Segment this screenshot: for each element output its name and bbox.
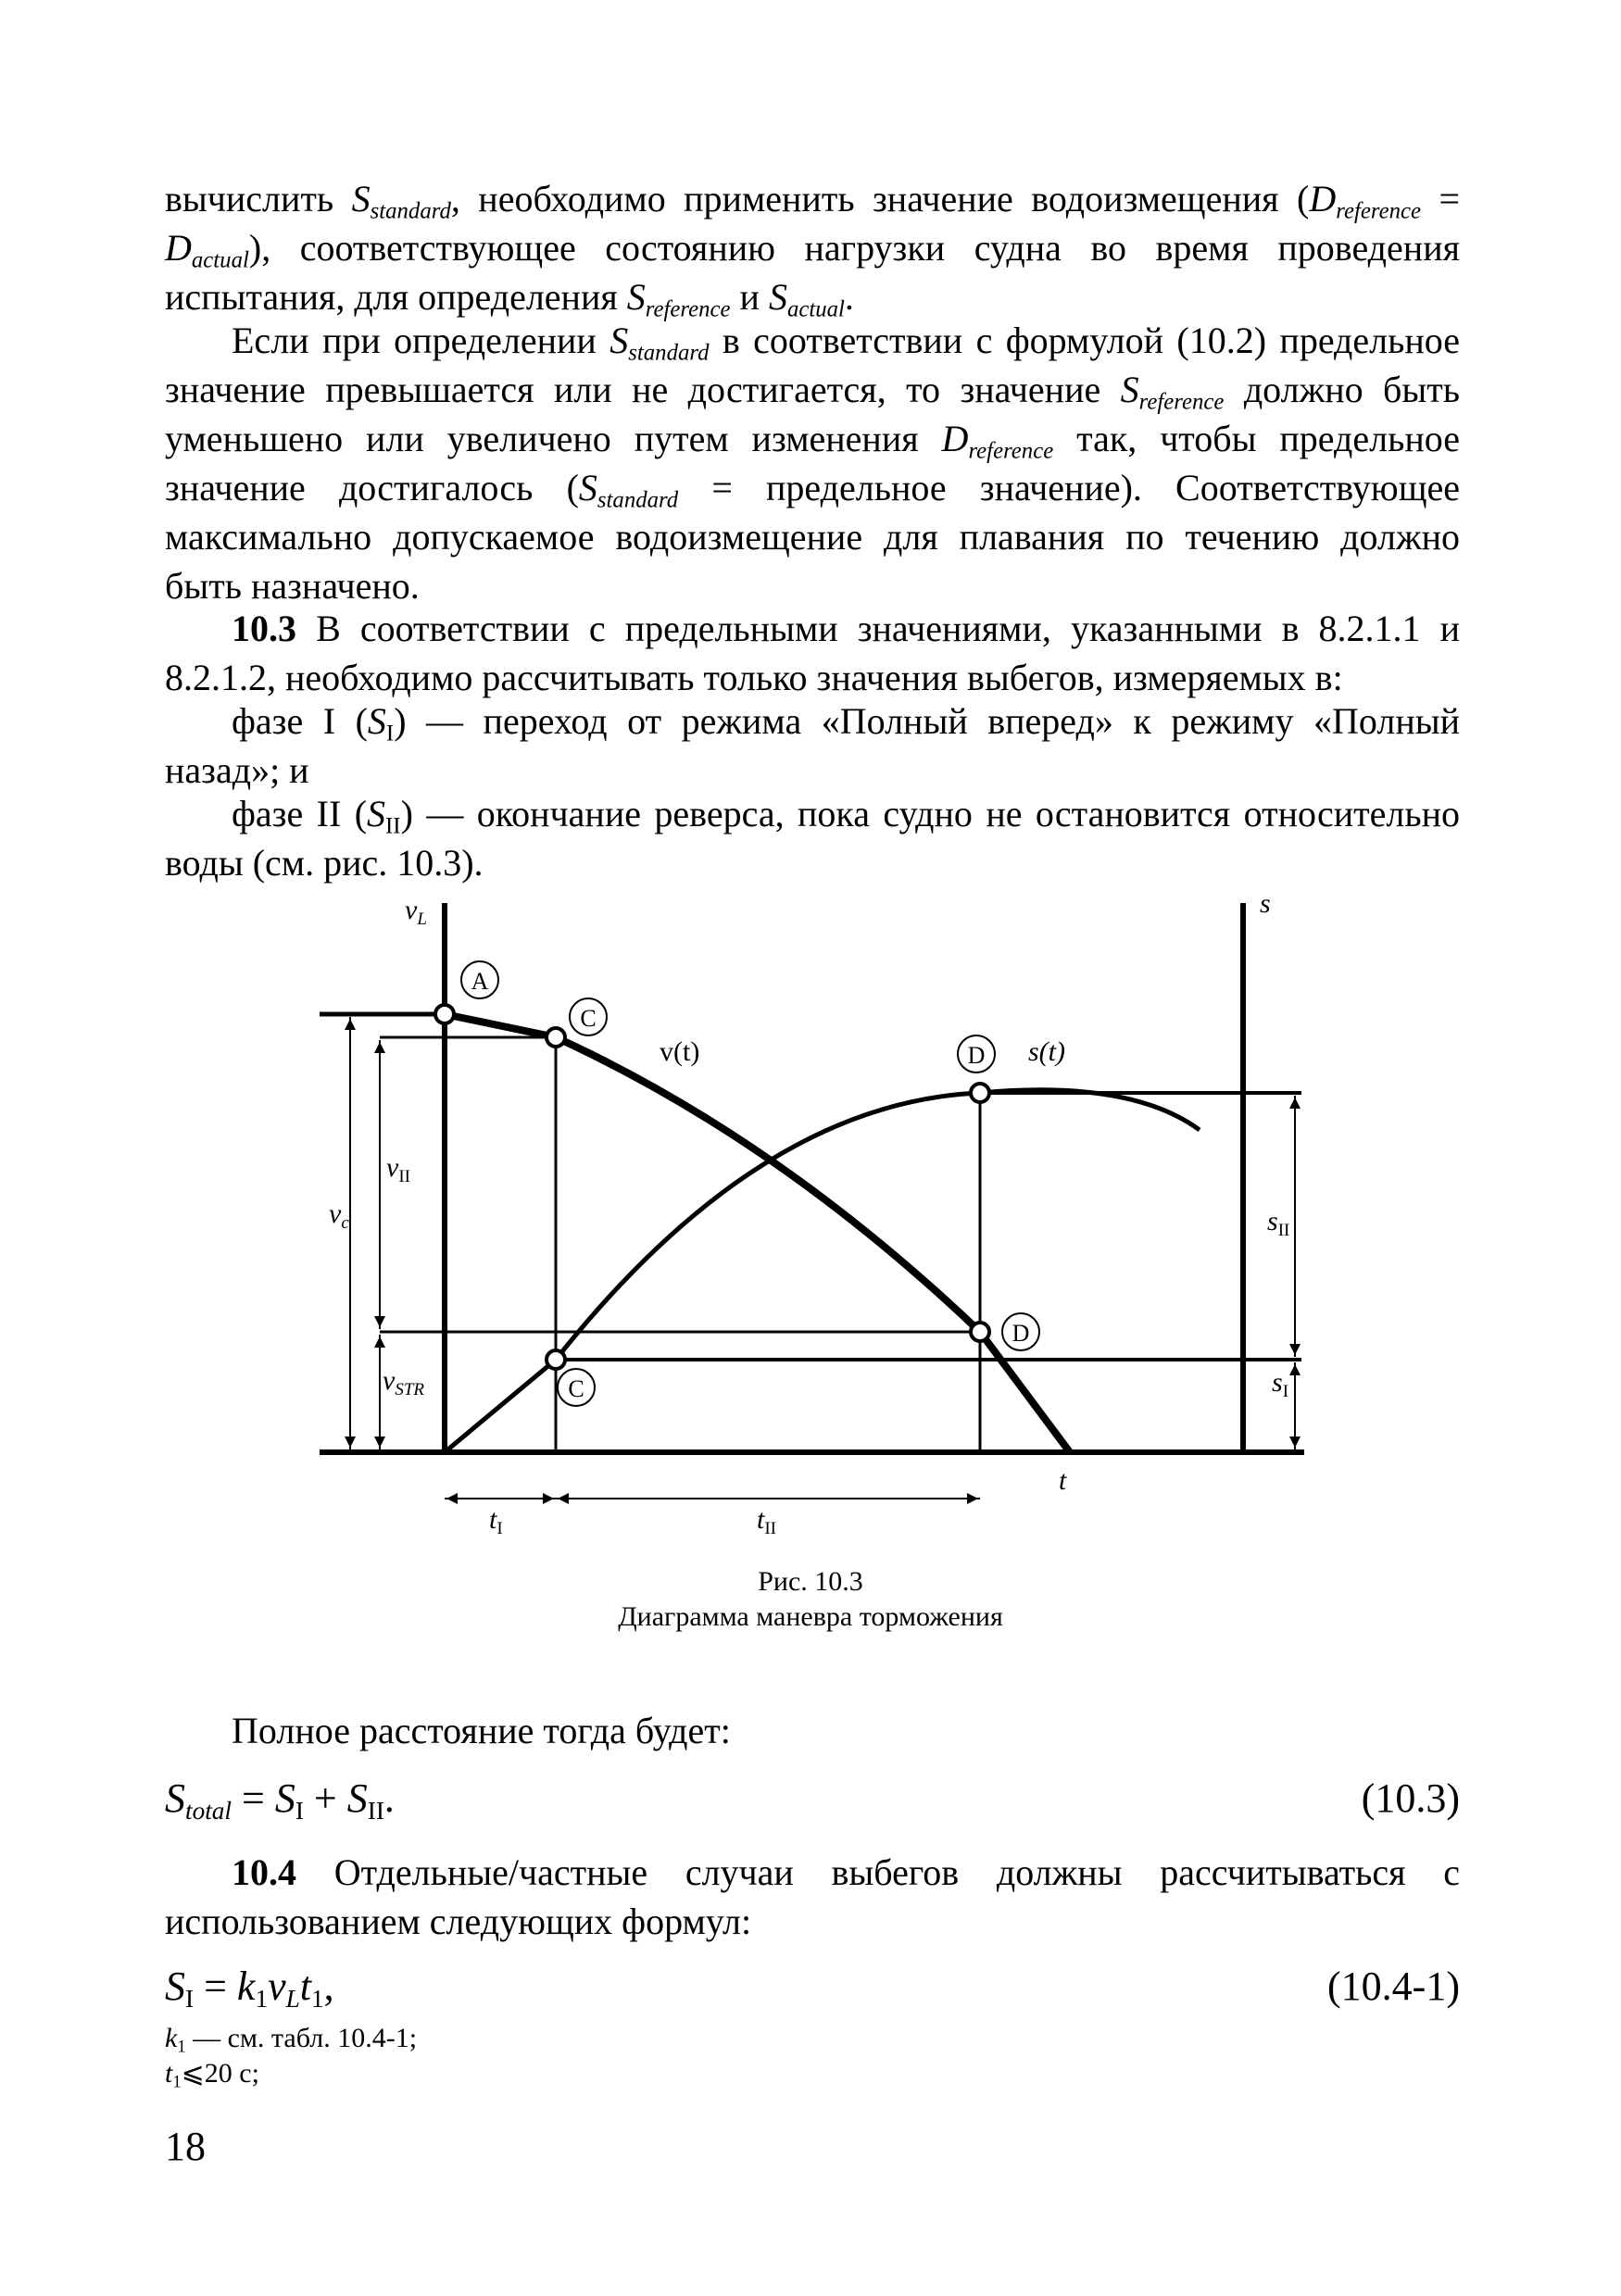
- text: Отдельные/частные случаи выбегов должны рассчитываться с использованием следующих формул:: [165, 1851, 1460, 1942]
- label-vc: $v_c$: [329, 1198, 349, 1233]
- text: ⩽20 с;: [181, 2058, 259, 2089]
- text: фазе II (: [232, 793, 368, 834]
- subscript: 1: [177, 2037, 186, 2057]
- velocity-curve: [445, 1014, 1070, 1452]
- subscript: I: [295, 1797, 304, 1826]
- symbol: S: [165, 1964, 185, 2009]
- subscript: reference: [645, 296, 731, 322]
- symbol: t: [299, 1964, 312, 2009]
- symbol: S: [578, 467, 597, 508]
- label-sI: $s_I$: [1272, 1367, 1289, 1401]
- page-number: 18: [165, 2124, 206, 2169]
- distance-curve: [445, 1090, 1200, 1452]
- subscript: actual: [191, 247, 249, 273]
- text: ) — переход от режима «Полный вперед» к режиму «Полный назад»; и: [165, 700, 1461, 791]
- subscript: II: [385, 813, 401, 839]
- figure-caption-title: Диаграмма маневра торможения: [618, 1601, 1003, 1632]
- symbol: S: [626, 276, 646, 318]
- text: должно быть уменьшено или увеличено путем изменения: [165, 369, 1460, 459]
- symbol: k: [165, 2023, 178, 2053]
- arrow-tII-left: [558, 1493, 569, 1504]
- subscript: reference: [1138, 389, 1225, 415]
- paragraph-6: Полное расстояние тогда будет:: [232, 1710, 731, 1751]
- symbol: S: [768, 276, 787, 318]
- label-vSTR: $v_{STR}$: [383, 1365, 425, 1399]
- subscript: 1: [255, 1985, 269, 2014]
- text: = предельное значение). Соответствующее максимально допускаемое водоизмещение для плавания по течению должно быть назначено.: [165, 467, 1460, 607]
- label-tII: $t_{II}$: [757, 1504, 776, 1538]
- text: и: [730, 276, 769, 318]
- symbol: D: [941, 418, 969, 459]
- symbol: D: [1309, 178, 1337, 220]
- label-s-of-t: s(t): [1028, 1036, 1065, 1067]
- formula-10-4-1: [165, 1959, 1460, 2014]
- symbol: S: [609, 320, 629, 361]
- section-number: 10.3: [232, 608, 296, 649]
- figure-caption-number: Рис. 10.3: [758, 1566, 863, 1597]
- note-k1: [165, 2021, 417, 2056]
- subscript: actual: [786, 296, 845, 322]
- arrow-tI-left: [446, 1493, 458, 1504]
- point-C-label-top: C: [580, 1005, 597, 1032]
- arrow-sII-top: [1289, 1098, 1301, 1109]
- arrow-sI-bottom: [1289, 1437, 1301, 1448]
- section-number: 10.4: [232, 1851, 296, 1893]
- text: в соответствии с формулой (10.2) предельное значение превышается или не достигается, то значение: [165, 320, 1460, 410]
- arrow-tI-right: [543, 1493, 554, 1504]
- arrow-sI-top: [1289, 1364, 1301, 1375]
- equation-number: (10.4-1): [1327, 1964, 1460, 2009]
- text: — см. табл. 10.4-1;: [185, 2023, 418, 2053]
- symbol: S: [367, 793, 386, 834]
- point-C-label-bottom: C: [568, 1375, 584, 1402]
- point-D-marker-s: [971, 1084, 989, 1102]
- arrow-tII-right: [967, 1493, 978, 1504]
- subscript: reference: [1336, 198, 1421, 224]
- paragraph-7: [165, 1848, 1460, 1946]
- text: фазе I (: [232, 700, 368, 742]
- label-sII: $s_{II}$: [1267, 1206, 1290, 1240]
- arrow-vc-top: [345, 1019, 356, 1030]
- text: ) — окончание реверса, пока судно не остановится относительно воды (см. рис. 10.3).: [165, 793, 1460, 884]
- label-vII: $v_{II}$: [386, 1152, 410, 1186]
- point-C-marker-v: [547, 1028, 565, 1047]
- text: =: [1421, 178, 1461, 220]
- label-vL: $v_L$: [405, 895, 427, 929]
- arrow-vII-bottom: [374, 1316, 385, 1327]
- text: , необходимо применить значение водоизмещения (: [450, 178, 1310, 220]
- symbol: S: [351, 178, 371, 220]
- subscript: standard: [597, 487, 679, 513]
- arrow-sII-bottom: [1289, 1344, 1301, 1355]
- symbol: S: [1120, 369, 1139, 410]
- symbol: k: [236, 1964, 256, 2009]
- subscript: II: [367, 1797, 384, 1826]
- subscript: standard: [370, 198, 451, 224]
- note-t1: [165, 2056, 259, 2091]
- text: вычислить: [165, 178, 352, 220]
- punctuation: .: [383, 1775, 395, 1821]
- subscript: L: [285, 1985, 300, 2014]
- symbol: t: [165, 2058, 173, 2089]
- point-D-label-bottom: D: [1012, 1320, 1030, 1347]
- point-A-marker: [435, 1005, 454, 1023]
- label-s-axis: s: [1260, 888, 1271, 919]
- subscript: total: [185, 1797, 232, 1826]
- subscript: 1: [172, 2072, 182, 2092]
- subscript: 1: [311, 1985, 324, 2014]
- arrow-vSTR-bottom: [374, 1437, 385, 1448]
- text: В соответствии с предельными значениями, указанными в 8.2.1.1 и 8.2.1.2, необходимо рассчитывать только значения выбегов, измеряемых в:: [165, 608, 1460, 698]
- subscript: I: [185, 1985, 195, 2014]
- symbol: S: [274, 1775, 295, 1821]
- symbol: v: [268, 1964, 286, 2009]
- text: ), соответствующее состоянию нагрузки судна во время проведения испытания, для определения: [165, 227, 1460, 318]
- operator: =: [194, 1964, 237, 2009]
- point-D-marker-v: [971, 1323, 989, 1341]
- label-v-of-t: v(t): [660, 1036, 700, 1067]
- arrow-vc-bottom: [345, 1437, 356, 1448]
- subscript: I: [385, 721, 395, 747]
- label-tI: $t_I$: [489, 1504, 503, 1538]
- formula-10-3: [165, 1771, 1460, 1826]
- symbol: S: [367, 700, 386, 742]
- subscript: standard: [628, 340, 710, 366]
- point-A-label: A: [471, 968, 489, 995]
- symbol: D: [165, 227, 192, 269]
- punctuation: ,: [323, 1964, 334, 2009]
- point-D-label-top: D: [967, 1042, 986, 1069]
- arrow-vSTR-top: [374, 1336, 385, 1348]
- symbol: S: [346, 1775, 368, 1821]
- symbol: S: [165, 1775, 185, 1821]
- point-C-marker-s: [547, 1350, 565, 1369]
- subscript: reference: [968, 438, 1054, 464]
- text: так, чтобы предельное значение достигалось (: [165, 418, 1460, 508]
- operator: =: [232, 1775, 275, 1821]
- arrow-vII-top: [374, 1042, 385, 1053]
- operator: +: [303, 1775, 347, 1821]
- text: Если при определении: [232, 320, 610, 361]
- equation-number: (10.3): [1361, 1775, 1460, 1821]
- text: .: [844, 276, 854, 318]
- label-t-axis: t: [1059, 1465, 1067, 1496]
